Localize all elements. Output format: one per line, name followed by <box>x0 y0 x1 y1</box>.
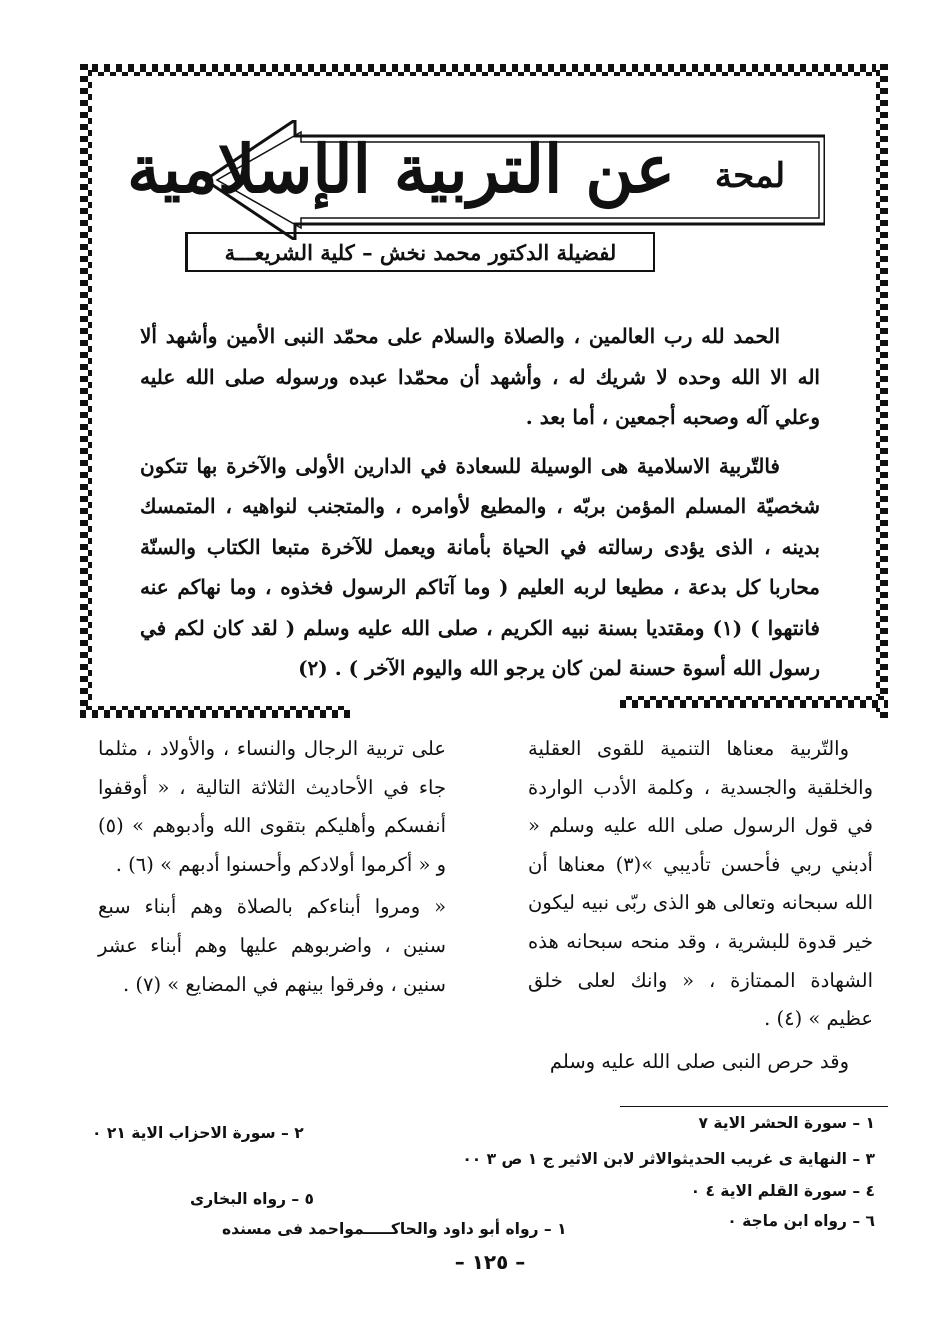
frame-top-border <box>80 64 888 72</box>
article-title: عن التربية الإسلامية <box>127 130 675 208</box>
frame-bottom-border-right <box>620 700 888 708</box>
body-paragraph: « ومروا أبناءكم بالصلاة وهم أبناء سبع سنين ، واضربوهم عليها وهم أبناء عشر سنين ، وفرقوا بينهم في المضايع » (٧) . <box>98 895 446 996</box>
footnote-1: ١ – سورة الحشر الاية ٧ <box>698 1114 875 1132</box>
intro-paragraph: فالتّربية الاسلامية هى الوسيلة للسعادة في الدارين الأولى والآخرة بها تتكون شخصيّة المسلم المؤمن بربّه ، والمطيع لأوامره ، والمتجنب لنواهيه ، المتمسك بدينه ، الذى يؤدى رسالته في الحياة بأمانة ويعمل للآخرة متبعا الكتاب والسنّة محاربا كل بدعة ، مطيعا لربه العليم ( وما آتاكم الرسول فخذوه ، وما نهاكم عنه فانتهوا ) (١) ومقتديا بسنة نبيه الكريم ، صلى الله عليه وسلم ( لقد كان لكم في رسول الله أسوة حسنة لمن كان يرجو الله واليوم الآخر ) . (٢) <box>140 453 820 680</box>
body-column-right <box>528 730 873 1085</box>
footnote-3: ٣ – النهاية ى غريب الحديثوالاثر لابن الاثير ج ١ ص ٣ ٠٠ <box>462 1150 875 1168</box>
frame-bottom-border-left <box>80 710 350 718</box>
footnote-6: ٦ – رواه ابن ماجة ٠ <box>727 1212 875 1230</box>
title-block <box>127 120 825 290</box>
frame-bottom-border-left-inner <box>80 706 350 710</box>
article-kicker: لمحة <box>714 156 786 196</box>
frame-left-border <box>80 64 88 718</box>
footnote-4: ٤ – سورة القلم الاية ٤ ٠ <box>690 1182 875 1200</box>
byline-box <box>185 232 655 272</box>
intro-text <box>140 316 820 697</box>
body-column-left <box>98 730 446 1008</box>
footnote-5: ٥ – رواه البخارى <box>190 1190 315 1208</box>
frame-bottom-border-right-inner <box>620 696 888 700</box>
page-number: – ١٢٥ – <box>454 1250 526 1274</box>
footnote-divider <box>620 1106 888 1107</box>
frame-right-border <box>880 64 888 718</box>
author-byline: لفضيلة الدكتور محمد نخش – كلية الشريعـــة <box>224 239 617 265</box>
frame-left-border-inner <box>88 64 92 718</box>
frame-top-border-inner <box>80 72 888 76</box>
body-paragraph: على تربية الرجال والنساء ، والأولاد ، مثلما جاء في الأحاديث الثلاثة التالية ، « أوقفوا أنفسكم وأهليكم بتقوى الله وأدبوهم » (٥) و « أكرموا أولادكم وأحسنوا أدبهم » (٦) . <box>98 737 446 876</box>
intro-paragraph: الحمد لله رب العالمين ، والصلاة والسلام على محمّد النبى الأمين وأشهد ألا اله الا الله وحده لا شريك له ، وأشهد أن محمّدا عبده ورسوله صلى الله عليه وعلي آله وصحبه أجمعين ، أما بعد . <box>140 324 820 429</box>
frame-right-border-inner <box>876 64 880 718</box>
footnote-7: ١ – رواه أبو داود والحاكـــــمواحمد فى مسنده <box>222 1220 567 1238</box>
body-paragraph: والتّربية معناها التنمية للقوى العقلية والخلقية والجسدية ، وكلمة الأدب الواردة في قول الرسول صلى الله عليه وسلم « أدبني ربي فأحسن تأديبي »(٣) معناها أن الله سبحانه وتعالى هو الذى ربّى نبيه ليكون خير قدوة للبشرية ، وقد منحه سبحانه هذه الشهادة الممتازة ، « وانك لعلى خلق عظيم » (٤) . <box>528 737 873 1031</box>
body-paragraph: وقد حرص النبى صلى الله عليه وسلم <box>549 1049 849 1073</box>
footnote-2: ٢ – سورة الاحزاب الاية ٢١ ٠ <box>92 1124 304 1142</box>
